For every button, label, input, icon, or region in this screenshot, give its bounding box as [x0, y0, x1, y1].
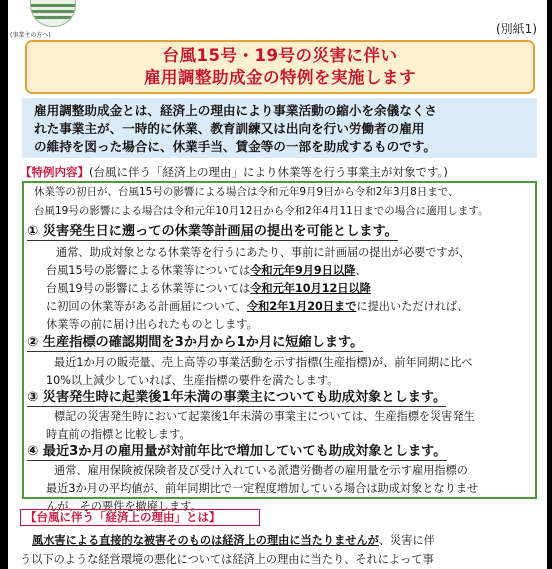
- economic-reason-text: 風水害による直接的な被害そのものは経済上の理由に当たりませんが、災害に伴 う以下のような経営環境の悪化については経済上の理由に当たり、それによって事: [32, 531, 435, 569]
- intro-box: [22, 98, 537, 158]
- title-line-2: 雇用調整助成金の特例を実施します: [144, 68, 416, 87]
- title-line-1: 台風15号・19号の災害に伴い: [162, 46, 398, 65]
- logo-caption: (事業主の方へ): [10, 32, 51, 39]
- section-3-line: 時直前の指標と比較します。: [46, 428, 191, 441]
- range-line: 休業等の初日が、台風15号の影響による場合は令和元年9月9日から令和2年3月8日まで、: [34, 186, 459, 198]
- section-4-line: 通常、雇用保険被保険者及び受け入れている派遣労働者の雇用量を示す雇用指標の: [54, 464, 468, 477]
- special-label: 【特例内容】: [20, 165, 89, 179]
- title-box: [25, 40, 535, 94]
- intro-line: 雇用調整助成金とは、経済上の理由により事業活動の縮小を余儀なくさ: [34, 103, 437, 118]
- ministry-logo: [30, 0, 76, 27]
- special-note: (台風に伴う「経済上の理由」により休業等を行う事業主が対象です。): [89, 165, 448, 179]
- section-1-title: ① 災害発生日に遡っての休業等計画届の提出を可能とします。: [27, 224, 398, 239]
- intro-line: れた事業主が、一時的に休業、教育訓練又は出向を行い労働者の雇用: [34, 121, 425, 136]
- section-3-line: 標記の災害発生時において起業後1年未満の事業主については、生産指標を災害発生: [54, 410, 475, 423]
- section-4-title: ④ 最近3か月の雇用量が対前年比で増加していても助成対象とします。: [27, 444, 447, 459]
- section-3-title: ③ 災害発生時に起業後1年未満の事業主についても助成対象とします。: [27, 390, 447, 405]
- section-1-line: 台風19号の影響による休業等については令和元年10月12日以降: [46, 282, 371, 295]
- annex-label: (別紙1): [496, 22, 537, 36]
- date-highlight: 令和元年10月12日以降: [250, 282, 371, 295]
- date-highlight: 令和元年9月9日以降: [250, 264, 356, 277]
- section-2-line: 最近1か月の販売量、売上高等の事業活動を示す指標(生産指標)が、前年同期に比べ: [54, 356, 473, 369]
- section-1-line: に初回の休業等がある計画届について、令和2年1月20日までに提出いただければ、: [46, 300, 469, 313]
- section-2-title: ② 生産指標の確認期間を3か月から1か月に短縮します。: [27, 335, 364, 350]
- economic-reason-line: う以下のような経営環境の悪化については経済上の理由に当たり、それによって事: [20, 553, 434, 566]
- special-content-box: [22, 181, 537, 513]
- section-1-line: 台風15号の影響による休業等については令和元年9月9日以降、: [46, 264, 367, 277]
- date-highlight: 令和2年1月20日まで: [246, 300, 357, 313]
- economic-reason-heading: 【台風に伴う「経済上の理由」とは】: [20, 509, 260, 526]
- range-line: 台風19号の影響による場合は令和元年10月12日から令和2年4月11日までの場合に適用します。: [34, 205, 489, 217]
- section-1-line: 通常、助成対象となる休業等を行うにあたり、事前に計画届の提出が必要ですが、: [56, 246, 470, 259]
- section-4-line: 最近3か月の平均値が、前年同期比で一定程度増加している場合は助成対象となりませ: [46, 482, 479, 495]
- special-heading: [20, 164, 448, 180]
- intro-line: の維持を図った場合に、休業手当、賃金等の一部を助成するものです。: [34, 139, 436, 154]
- section-4-line: んが、その要件を撤廃します。: [46, 500, 202, 513]
- section-2-line: 10%以上減少していれば、生産指標の要件を満たします。: [46, 374, 339, 387]
- section-1-line: 休業等の前に届け出られたものとします。: [46, 318, 258, 331]
- economic-reason-bold: 風水害による直接的な被害そのものは経済上の理由に当たりませんが: [32, 534, 379, 547]
- page: [8, 0, 547, 569]
